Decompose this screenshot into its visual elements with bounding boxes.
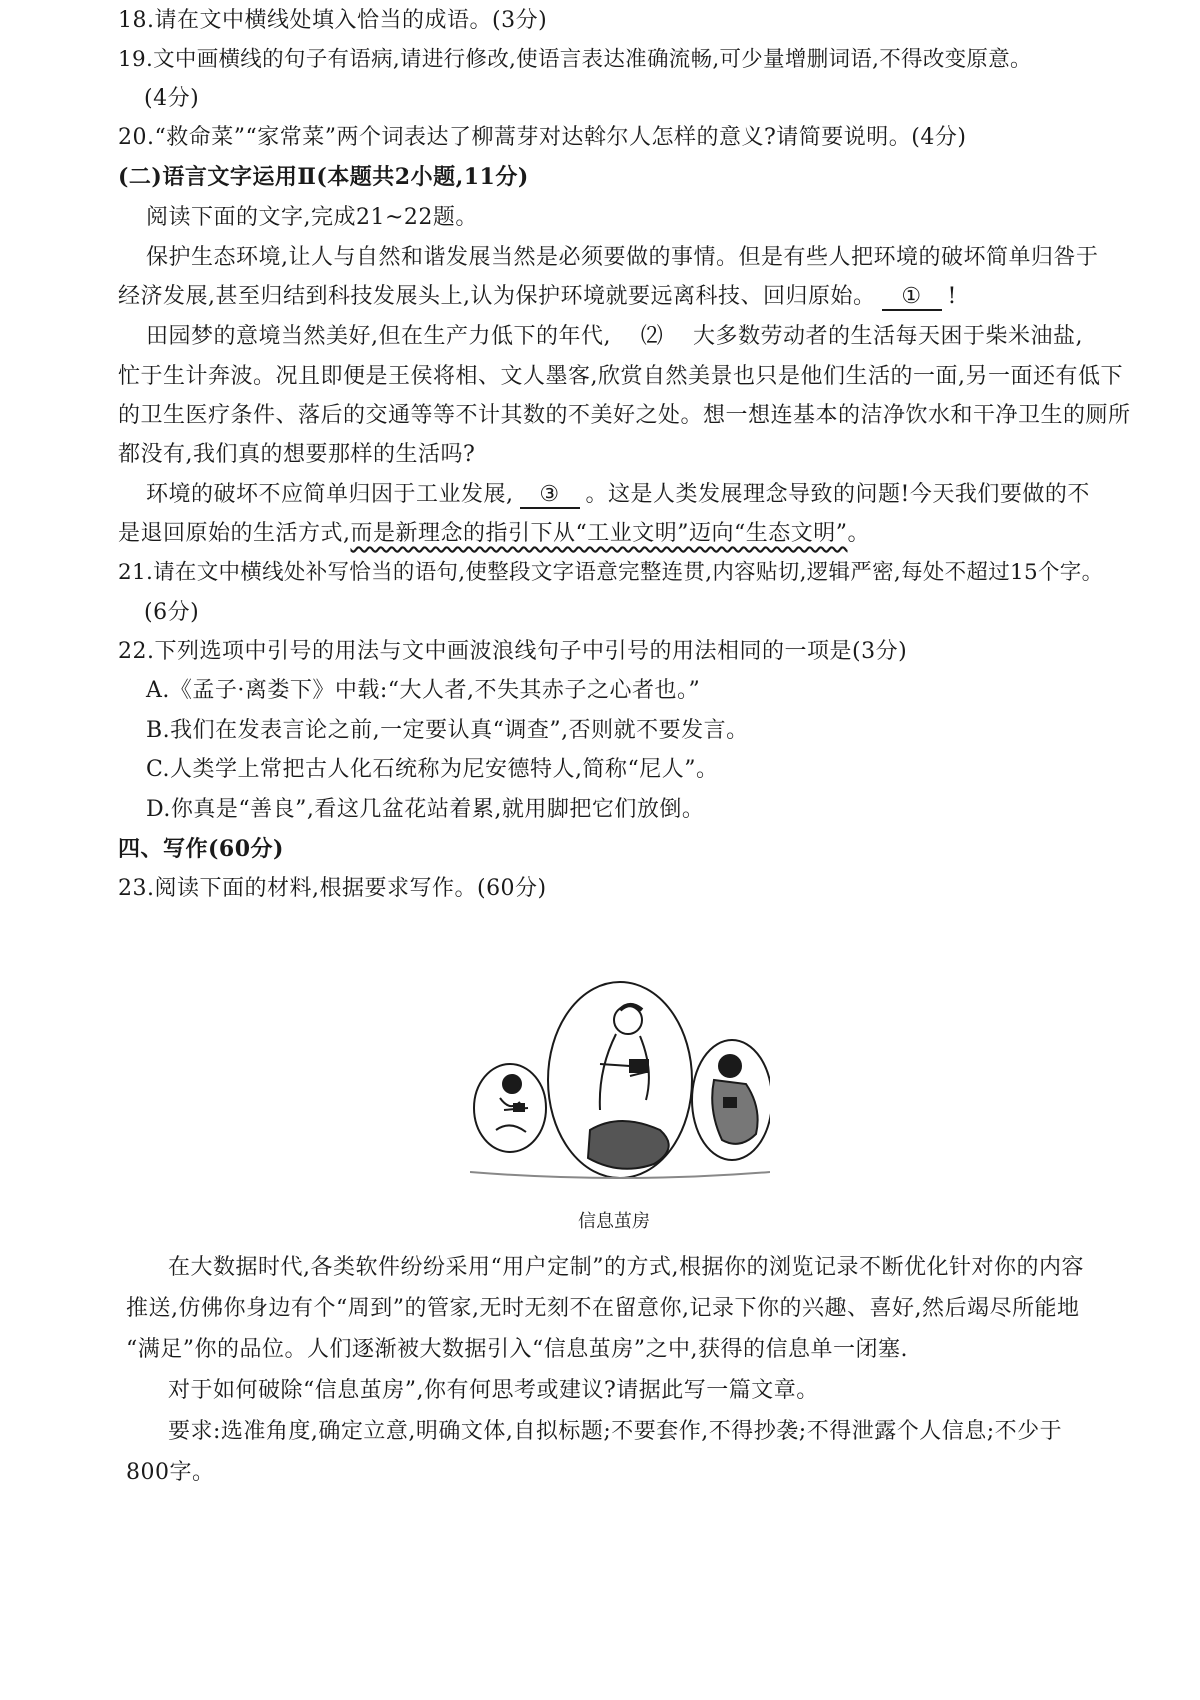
blank-3: ③ (520, 483, 580, 509)
question-18: 18.请在文中横线处填入恰当的成语。(3分) (118, 8, 548, 33)
passage-p3-text-a: 环境的破坏不应简单归因于工业发展, (146, 482, 514, 507)
material-p2: 对于如何破除“信息茧房”,你有何思考或建议?请据此写一篇文章。 (168, 1378, 819, 1403)
question-23: 23.阅读下面的材料,根据要求写作。(60分) (118, 876, 547, 901)
passage-p3-line-1 (146, 480, 1090, 510)
phone-left (514, 1104, 524, 1111)
passage-p1-text: 经济发展,甚至归结到科技发展头上,认为保护环境就要远离科技、回归原始。 (118, 284, 876, 309)
material-p1-line-2: 推送,仿佛你身边有个“周到”的管家,无时无刻不在留意你,记录下你的兴趣、喜好,然后竭尽所能地 (126, 1296, 1080, 1321)
passage-p3-text-b: 。这是人类发展理念导致的问题!今天我们要做的不 (585, 482, 1090, 507)
person-right-body (712, 1080, 757, 1144)
passage-p3-text-c: 是退回原始的生活方式, (118, 521, 351, 546)
section-2-heading: (二)语言文字运用Ⅱ(本题共2小题,11分) (118, 164, 529, 190)
passage-p1-line-2 (118, 282, 957, 312)
blank-2: ⑵ (640, 324, 664, 349)
passage-p2-text-b: 大多数劳动者的生活每天困于柴米油盐, (693, 324, 1083, 349)
question-19-line-2: (4分) (144, 86, 200, 111)
blank-1: ① (882, 285, 942, 311)
passage-p3-line-2 (118, 519, 870, 549)
material-requirements-line-1: 要求:选准角度,确定立意,明确文体,自拟标题;不要套作,不得抄袭;不得泄露个人信息;不少于 (168, 1419, 1063, 1444)
phone-right (724, 1098, 736, 1107)
passage-p1-end: ! (947, 284, 957, 309)
question-22-stem: 22.下列选项中引号的用法与文中画波浪线句子中引号的用法相同的一项是(3分) (118, 639, 908, 664)
ground-shadow (470, 1172, 770, 1178)
passage-p2-line-3: 的卫生医疗条件、落后的交通等等不计其数的不美好之处。想一想连基本的洁净饮水和干净卫生的厕所 (118, 403, 1131, 428)
material-requirements-line-2: 800字。 (126, 1460, 215, 1485)
passage-p2-text-a: 田园梦的意境当然美好,但在生产力低下的年代, (146, 324, 611, 349)
question-19-line-1: 19.文中画横线的句子有语病,请进行修改,使语言表达准确流畅,可少量增删词语,不得改变原意。 (118, 47, 1032, 72)
passage-p3-end: 。 (847, 521, 871, 546)
reading-intro: 阅读下面的文字,完成21~22题。 (146, 205, 478, 230)
question-20: 20.“救命菜”“家常菜”两个词表达了柳蒿芽对达斡尔人怎样的意义?请简要说明。(4分) (118, 125, 967, 150)
passage-p2-line-2: 忙于生计奔波。况且即便是王侯将相、文人墨客,欣赏自然美景也只是他们生活的一面,另一面还有低下 (118, 364, 1123, 389)
passage-p1-line-1: 保护生态环境,让人与自然和谐发展当然是必须要做的事情。但是有些人把环境的破坏简单归咎于 (146, 245, 1099, 270)
information-cocoon-illustration (470, 980, 770, 1180)
question-21-line-2: (6分) (144, 600, 200, 625)
section-4-heading: 四、写作(60分) (118, 836, 284, 862)
person-right-head (719, 1055, 741, 1077)
figure-caption: 信息茧房 (578, 1211, 650, 1232)
question-22-option-b: B.我们在发表言论之前,一定要认真“调查”,否则就不要发言。 (146, 718, 749, 743)
question-22-option-a: A.《孟子·离娄下》中载:“大人者,不失其赤子之心者也。” (146, 678, 701, 703)
question-22-option-c: C.人类学上常把古人化石统称为尼安德特人,简称“尼人”。 (146, 757, 719, 782)
passage-p2-line-4: 都没有,我们真的想要那样的生活吗? (118, 442, 476, 467)
person-middle-head (614, 1006, 642, 1034)
question-22-option-d: D.你真是“善良”,看这几盆花站着累,就用脚把它们放倒。 (146, 797, 705, 822)
material-p1-line-3: “满足”你的品位。人们逐渐被大数据引入“信息茧房”之中,获得的信息单一闭塞. (126, 1337, 908, 1362)
material-p1-line-1: 在大数据时代,各类软件纷纷采用“用户定制”的方式,根据你的浏览记录不断优化针对你的内容 (168, 1255, 1084, 1280)
person-middle-hair (620, 1005, 642, 1010)
wavy-underlined-sentence: 而是新理念的指引下从“工业文明”迈向“生态文明” (350, 521, 848, 546)
passage-p2-line-1 (146, 322, 1083, 352)
person-middle-legs (588, 1121, 669, 1169)
question-21-line-1: 21.请在文中横线处补写恰当的语句,使整段文字语意完整连贯,内容贴切,逻辑严密,每处不超过15个字。 (118, 560, 1104, 585)
person-left-head (503, 1075, 521, 1093)
phone-middle (630, 1060, 648, 1072)
